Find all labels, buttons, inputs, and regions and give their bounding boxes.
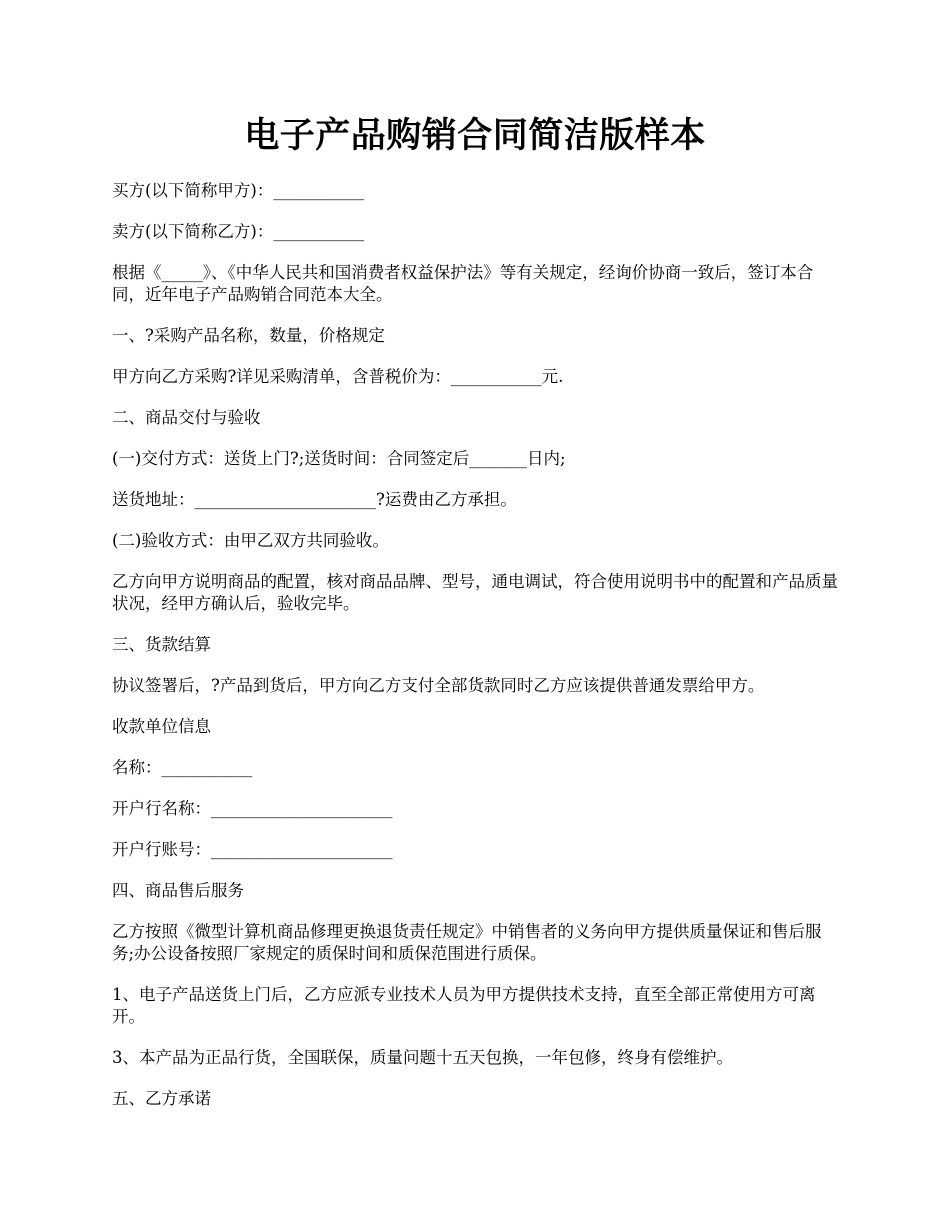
delivery-method-line: (一)交付方式：送货上门?;送货时间：合同签定后_______日内; xyxy=(112,449,566,468)
document-title: 电子产品购销合同简洁版样本 xyxy=(244,115,706,156)
acceptance-details-paragraph: 乙方向甲方说明商品的配置，核对商品品牌、型号，通电调试，符合使用说明书中的配置和产品质量状况，经甲方确认后，验收完毕。 xyxy=(112,572,838,613)
acceptance-method-line: (二)验收方式：由甲乙双方共同验收。 xyxy=(112,531,389,550)
section-2-heading: 二、商品交付与验收 xyxy=(112,408,261,427)
section-3-heading: 三、货款结算 xyxy=(112,635,211,654)
payment-terms-line: 协议签署后，?产品到货后，甲方向乙方支付全部货款同时乙方应该提供普通发票给甲方。 xyxy=(112,676,765,695)
document-body xyxy=(112,180,840,1129)
bank-account-line: 开户行账号：______________________ xyxy=(112,840,393,859)
bank-name-line: 开户行名称：______________________ xyxy=(112,799,393,818)
preamble-paragraph: 根据《_____》、《中华人民共和国消费者权益保护法》等有关规定，经询价协商一致后，签订本合同，近年电子产品购销合同范本大全。 xyxy=(112,263,814,304)
section-1-heading: 一、?采购产品名称，数量，价格规定 xyxy=(112,326,385,345)
after-sales-paragraph: 乙方按照《微型计算机商品修理更换退货责任规定》中销售者的义务向甲方提供质量保证和售后服务;办公设备按照厂家规定的质保时间和质保范围进行质保。 xyxy=(112,922,822,963)
section-5-heading: 五、乙方承诺 xyxy=(112,1089,211,1108)
buyer-line: 买方(以下简称甲方)：___________ xyxy=(112,181,365,200)
payee-info-heading: 收款单位信息 xyxy=(112,717,211,736)
clause-1-paragraph: 1、电子产品送货上门后，乙方应派专业技术人员为甲方提供技术支持，直至全部正常使用方可离开。 xyxy=(112,985,816,1026)
payee-name-line: 名称：___________ xyxy=(112,758,253,777)
section-4-heading: 四、商品售后服务 xyxy=(112,881,244,900)
delivery-address-line: 送货地址：______________________?运费由乙方承担。 xyxy=(112,490,517,509)
clause-3-paragraph: 3、本产品为正品行货，全国联保，质量问题十五天包换，一年包修，终身有偿维护。 xyxy=(112,1048,733,1067)
seller-line: 卖方(以下简称乙方)：___________ xyxy=(112,222,365,241)
purchase-price-line: 甲方向乙方采购?详见采购清单，含普税价为：___________元. xyxy=(112,367,564,386)
